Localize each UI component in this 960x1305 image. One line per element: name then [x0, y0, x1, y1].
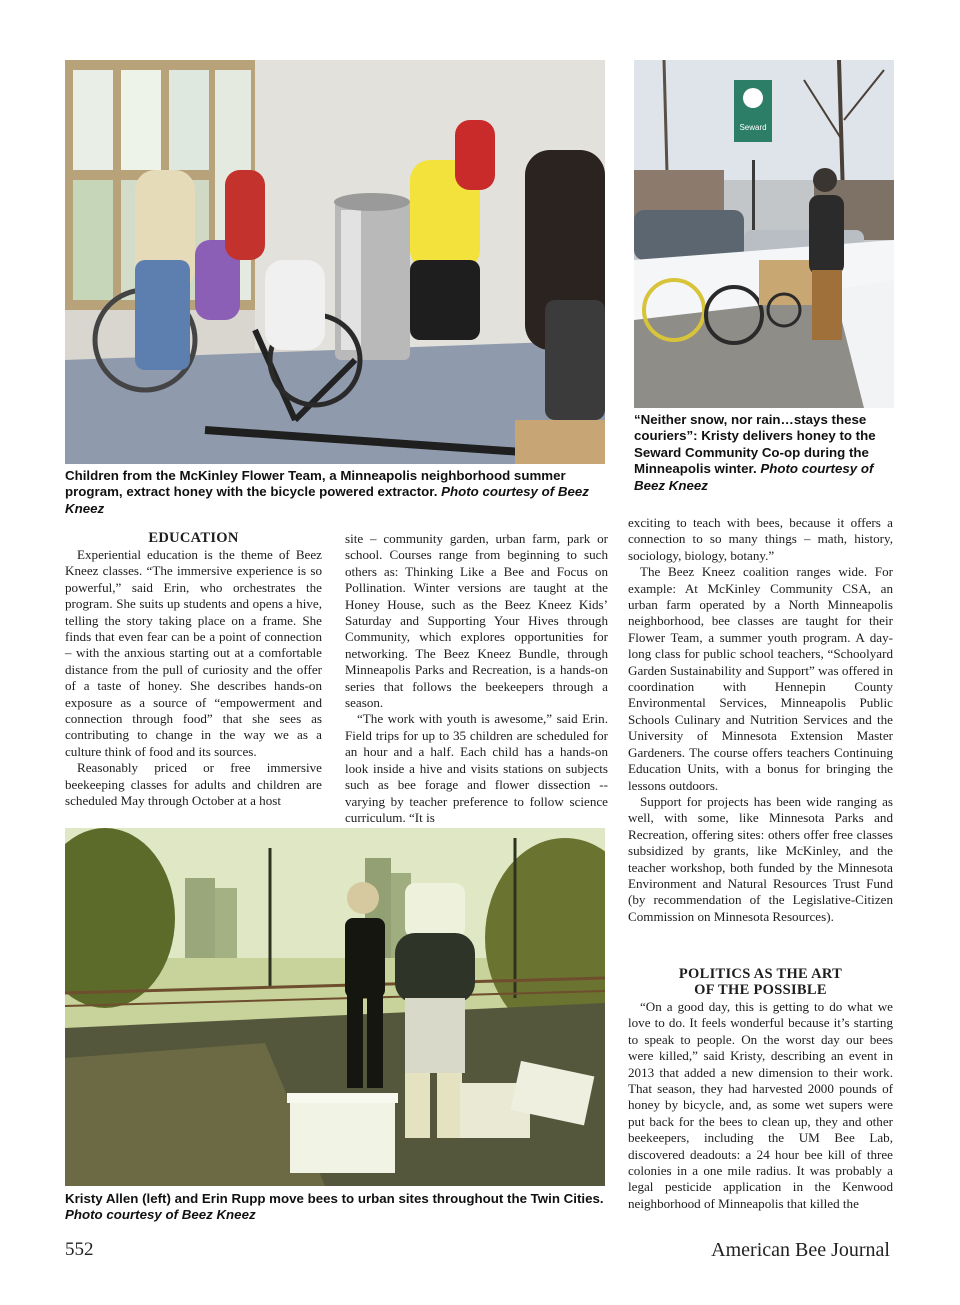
paragraph: The Beez Kneez coalition ranges wide. For example: At McKinley Community CSA, an urban farm operated by a North Minneapolis neighborhood, bee classes are taught for their Flower Team, a summer youth program. A day-long class for public school teachers, “Schoolyard Garden Sustainability and Support” was offered in coordination with Hennepin County Environmental Services, Minneapolis Public Schools Culinary and Nutrition Services and the University of Minnesota Extension Master Gardeners. The course offers teachers Continuing Education Units, with a bonus for bringing the lessons outdoors.	[628, 564, 893, 793]
heading-politics-line-2: OF THE POSSIBLE	[694, 982, 827, 998]
caption-text: Kristy Allen (left) and Erin Rupp move bees to urban sites throughout the Twin Cities.	[65, 1191, 604, 1206]
seward-sign-text: Seward	[739, 123, 767, 132]
caption-credit: Photo courtesy of Beez Kneez	[65, 1207, 256, 1223]
photo-bicycle-extractor	[65, 60, 605, 464]
paragraph: site – community garden, urban farm, park or school. Courses range from beginning to such others as: Thinking Like a Bee and Focus on Pollination. Winter versions are taught at the Honey House, such as the Beez Kneez Kids’ Saturday and Supporting Your Hives through Community, which explores opportunities for networking. The Beez Kneez Bundle, through Minneapolis Parks and Recreation, is a hands-on series that follows the beekeepers through a season.	[345, 531, 608, 711]
page-number: 552	[65, 1239, 94, 1260]
heading-education: EDUCATION	[148, 530, 239, 546]
caption-credit: Photo courtesy of Beez Kneez	[634, 461, 874, 493]
photo-winter-courier	[634, 60, 894, 408]
article-column-1	[65, 530, 322, 810]
article-column-3	[628, 515, 893, 925]
caption-credit: Photo courtesy of Beez Kneez	[65, 484, 589, 516]
caption-text: Children from the McKinley Flower Team, a Minneapolis neighborhood summer program, extract honey with the bicycle powered extractor.	[65, 468, 566, 500]
paragraph: “On a good day, this is getting to do what we love to do. It feels wonderful because it’s starting to speak to people. On the worst day our bees were killed,” said Kristy, describing an event in 2013 that added a new dimension to their work. That season, they had harvested 2000 pounds of honey by bicycle, and, as some wet supers were put back for the bees to clean up, they and other beekeepers, including the UM Bee Lab, discovered deadouts: a 24 hour bee kill of three colonies in a one mile radius. It was probably a legal pesticide application in the Kenwood neighborhood of Minneapolis that killed the	[628, 999, 893, 1211]
caption-winter-courier	[634, 412, 899, 494]
heading-politics-line-1: POLITICS AS THE ART	[678, 966, 843, 982]
journal-name: American Bee Journal	[711, 1239, 890, 1261]
article-column-3-lower	[628, 966, 893, 1212]
paragraph: exciting to teach with bees, because it offers a connection to so many things – math, history, sociology, biology, botany.”	[628, 515, 893, 563]
paragraph: “The work with youth is awesome,” said Erin. Field trips for up to 35 children are scheduled for an hour and a half. Each child has a hands-on look inside a hive and visits stations on subjects such as bee forage and flower dissection -- varying by teacher preference to follow science curriculum. “It is	[345, 711, 608, 825]
caption-moving-bees	[65, 1191, 610, 1224]
photo-moving-bees	[65, 828, 605, 1186]
paragraph: Support for projects has been wide ranging as well, with some, like Minnesota Parks and Recreation, offering sites: others offer free classes subsidized by grants, like McKinley, and the teacher workshop, both funded by the Minnesota Environment and Natural Resources Trust Fund (by recommendation of the Legislative-Citizen Commission on Minnesota Resources).	[628, 793, 893, 924]
paragraph: Experiential education is the theme of Beez Kneez classes. “The immersive experience is so powerful,” said Erin, who orchestrates the program. She suits up students and opens a hive, telling the story taking place on a frame. She finds that even fear can be a point of connection – with the anxious starting out at a comfortable distance from the pull of curiosity and the offer of a taste of honey. She describes hands-on exposure as a source of “empowerment and connection through food” that she sees as contributing to change in the way we as a culture think of food and its sources.	[65, 547, 322, 759]
article-column-2	[345, 531, 608, 826]
caption-text: “Neither snow, nor rain…stays these couriers”: Kristy delivers honey to the Seward Community Co-op during the Minneapolis winter.	[634, 412, 876, 477]
caption-bicycle-extractor	[65, 468, 610, 517]
paragraph: Reasonably priced or free immersive beekeeping classes for adults and children are scheduled May through October at a host	[65, 760, 322, 809]
